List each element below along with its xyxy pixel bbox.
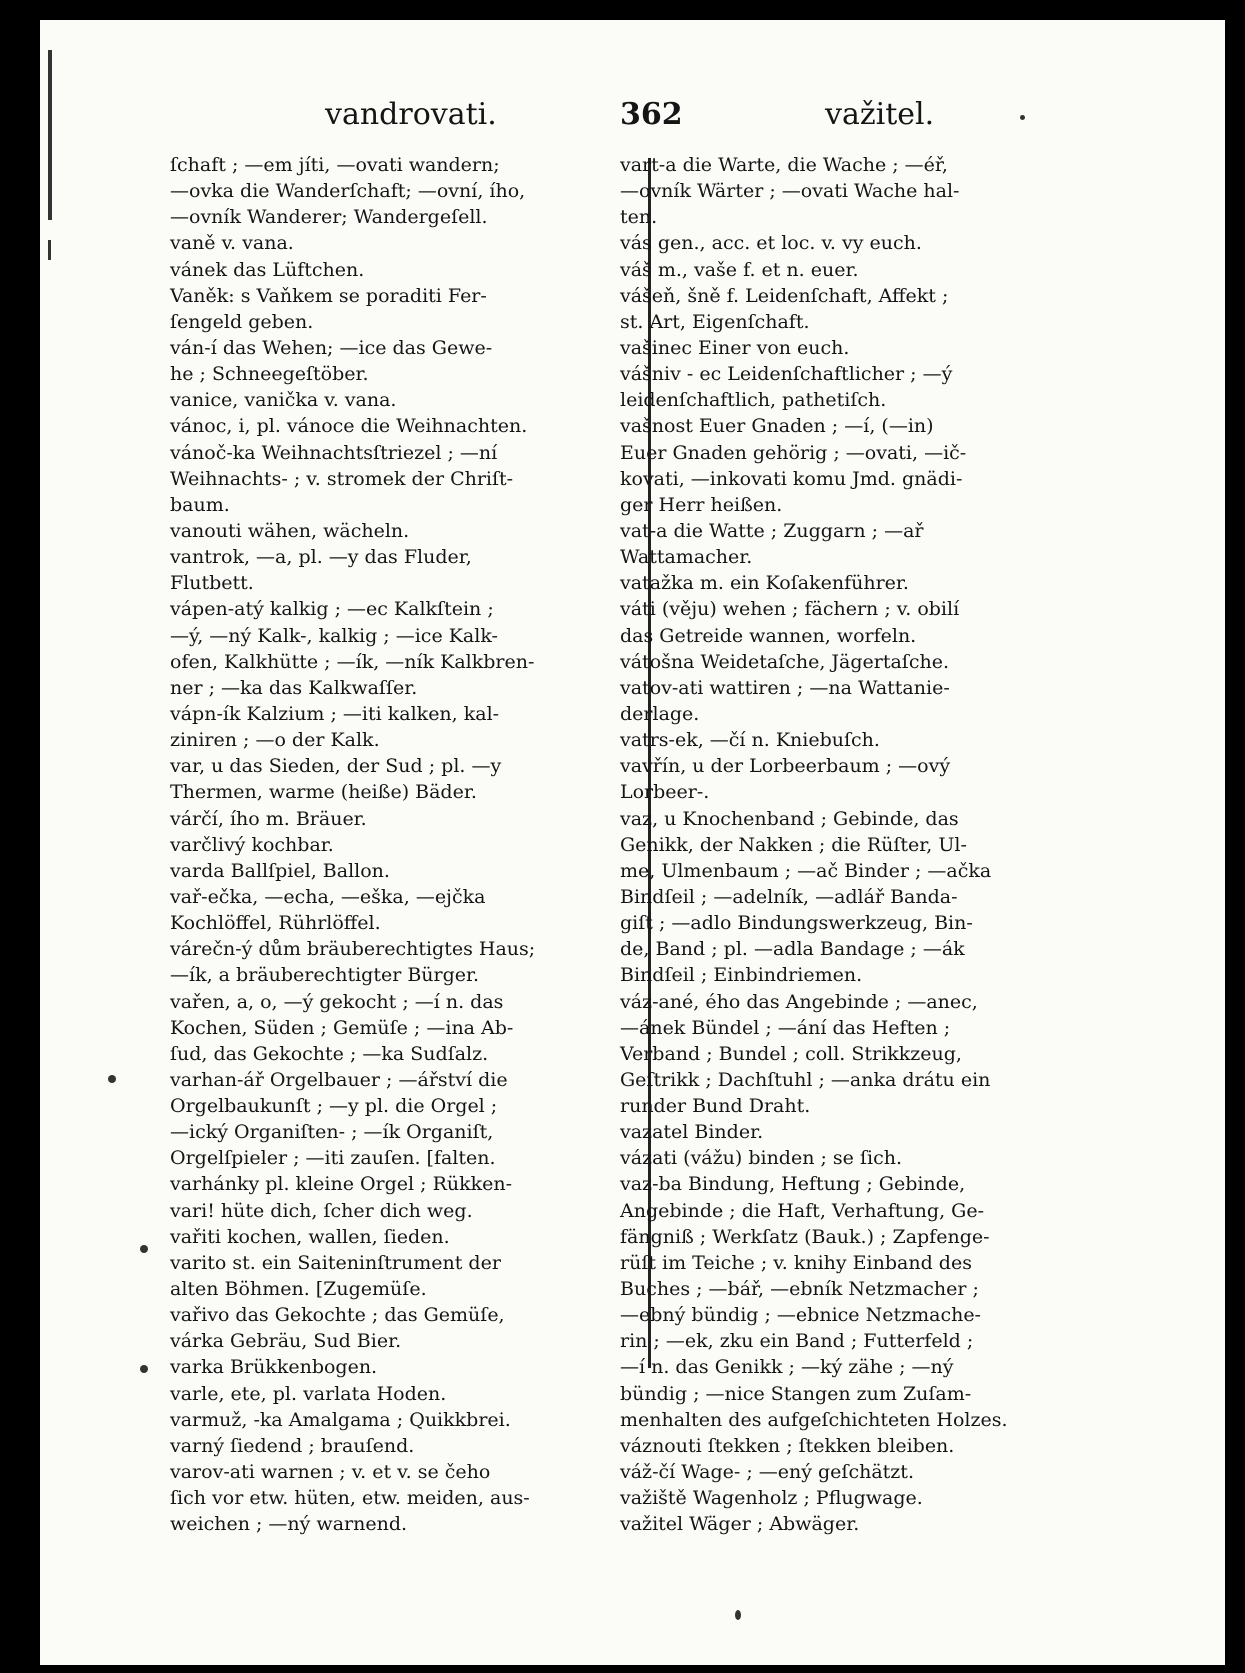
dictionary-line: var, u das Sieden, der Sud ; pl. —y [170,755,502,778]
dictionary-line: varmuž, -ka Amalgama ; Quikkbrei. [170,1408,511,1431]
dictionary-line: vánoč-ka Weihnachtsſtriezel ; —ní [170,441,498,464]
dictionary-line: vášniv - ec Leidenſchaftlicher ; —ý [620,363,953,386]
dictionary-line: Orgelbaukunſt ; —y pl. die Orgel ; [170,1095,498,1118]
dictionary-line: vás gen., acc. et loc. v. vy euch. [620,232,922,255]
dictionary-line: váznouti ſtekken ; ſtekken bleiben. [620,1434,955,1457]
dictionary-line: —ánek Bündel ; —ání das Heften ; [620,1016,951,1039]
dictionary-line: ván-í das Wehen; —ice das Gewe- [170,336,493,359]
dictionary-line: vánek das Lüftchen. [170,258,365,281]
dictionary-line: vatrs-ek, —čí n. Kniebuſch. [620,729,880,752]
dictionary-line: Verband ; Bundel ; coll. Strikkzeug, [620,1042,962,1065]
page-header [40,90,1225,140]
dictionary-line: —ický Organiſten- ; —ík Organiſt, [170,1121,494,1144]
dictionary-line: vazatel Binder. [620,1121,764,1144]
dictionary-line: Angebinde ; die Haft, Verhaftung, Ge- [620,1199,984,1222]
dictionary-line: Lorbeer-. [620,781,710,804]
dictionary-line: Flutbett. [170,572,254,595]
dictionary-line: vařen, a, o, —ý gekocht ; —í n. das [170,990,504,1013]
dictionary-page [40,20,1225,1665]
dictionary-line: weichen ; —ný warnend. [170,1513,408,1536]
dictionary-line: Buches ; —bář, —ebník Netzmacher ; [620,1278,979,1301]
dictionary-line: Weihnachts- ; v. stromek der Chriſt- [170,467,514,490]
dictionary-line: rüſt im Teiche ; v. knihy Einband des [620,1251,972,1274]
dictionary-line: vař-ečka, —echa, —eška, —ejčka [170,885,486,908]
dictionary-line: vařivo das Gekochte ; das Gemüſe, [170,1304,505,1327]
dictionary-line: vavřín, u der Lorbeerbaum ; —ový [620,755,951,778]
dictionary-line: ſchaft ; —em jíti, —ovati wandern; [170,154,500,176]
ink-speck [140,1245,148,1253]
dictionary-line: vápn-ík Kalzium ; —iti kalken, kal- [170,702,500,725]
page-number: 362 [620,97,683,132]
dictionary-line: váti (věju) wehen ; fächern ; v. obilí [620,598,960,621]
ink-speck [1020,115,1025,120]
dictionary-line: Bindſeil ; Einbindriemen. [620,964,863,987]
dictionary-line: varka Brükkenbogen. [170,1356,378,1379]
dictionary-line: de, Band ; pl. —adla Bandage ; —ák [620,938,965,961]
dictionary-line: —ý, —ný Kalk-, kalkig ; —ice Kalk- [170,624,498,647]
dictionary-line: runder Bund Draht. [620,1095,811,1118]
dictionary-line: bündig ; —nice Stangen zum Zuſam- [620,1382,972,1405]
dictionary-line: leidenſchaftlich, pathetiſch. [620,389,887,412]
ink-speck [735,1610,741,1620]
dictionary-line: —ebný bündig ; —ebnice Netzmache- [620,1304,981,1327]
dictionary-line: rin ; —ek, zku ein Band ; Futterfeld ; [620,1330,974,1353]
dictionary-line: váz-ané, ého das Angebinde ; —anec, [620,990,978,1013]
dictionary-line: —í n. das Genikk ; —ký zähe ; —ný [620,1356,954,1379]
dictionary-line: Kochen, Süden ; Gemüſe ; —ina Ab- [170,1016,514,1039]
dictionary-line: das Getreide wannen, worfeln. [620,624,917,647]
dictionary-line: varito st. ein Saiteninſtrument der [170,1251,501,1274]
dictionary-line: Geſtrikk ; Dachſtuhl ; —anka drátu ein [620,1068,991,1091]
dictionary-line: vantrok, —a, pl. —y das Fluder, [170,546,472,569]
dictionary-line: baum. [170,493,230,516]
dictionary-line: ger Herr heißen. [620,493,783,516]
dictionary-line: vatov-ati wattiren ; —na Wattanie- [620,676,950,699]
dictionary-line: fängniß ; Werkſatz (Bauk.) ; Zapfenge- [620,1225,990,1248]
dictionary-line: vatažka m. ein Koſakenführer. [620,572,909,595]
dictionary-line: vanouti wähen, wächeln. [170,519,410,542]
dictionary-line: —ovník Wanderer; Wandergeſell. [170,206,488,229]
dictionary-line: giſt ; —adlo Bindungswerkzeug, Bin- [620,912,973,935]
dictionary-line: kovati, —inkovati komu Jmd. gnädi- [620,467,963,490]
dictionary-line: vánoc, i, pl. vánoce die Weihnachten. [170,415,528,438]
dictionary-line: váš m., vaše f. et n. euer. [620,258,859,281]
dictionary-line: ofen, Kalkhütte ; —ík, —ník Kalkbren- [170,650,535,673]
dictionary-line: alten Böhmen. [Zugemüſe. [170,1278,427,1301]
dictionary-line: Genikk, der Nakken ; die Rüſter, Ul- [620,833,967,856]
dictionary-line: vašinec Einer von euch. [620,336,850,359]
dictionary-line: Bindſeil ; —adelník, —adlář Banda- [620,885,958,908]
dictionary-line: vápen-atý kalkig ; —ec Kalkſtein ; [170,598,494,621]
dictionary-line: vátošna Weidetaſche, Jägertaſche. [620,650,949,673]
left-scan-edge-mark [48,240,51,260]
dictionary-line: —ík, a bräuberechtigter Bürger. [170,964,480,987]
dictionary-line: ſich vor etw. hüten, etw. meiden, aus- [170,1487,530,1510]
dictionary-line: Kochlöffel, Rührlöffel. [170,912,381,935]
dictionary-line: varhan-ář Orgelbauer ; —ářství die [170,1068,508,1091]
ink-speck [108,1075,116,1083]
dictionary-line: st. Art, Eigenſchaft. [620,310,810,333]
left-column [170,152,640,1537]
dictionary-line: derlage. [620,702,700,725]
dictionary-line: važitel Wäger ; Abwäger. [620,1513,860,1536]
dictionary-line: vaz-ba Bindung, Heftung ; Gebinde, [620,1173,966,1196]
dictionary-line: vari! hüte dich, ſcher dich weg. [170,1199,473,1222]
dictionary-line: vart-a die Warte, die Wache ; —éř, [620,154,948,176]
dictionary-line: Orgelſpieler ; —iti zauſen. [falten. [170,1147,496,1170]
dictionary-line: varhánky pl. kleine Orgel ; Rükken- [170,1173,513,1196]
ink-speck [140,1365,148,1373]
dictionary-line: menhalten des aufgeſchichteten Holzes. [620,1408,1008,1431]
dictionary-line: vat-a die Watte ; Zuggarn ; —ař [620,519,924,542]
dictionary-line: várčí, ího m. Bräuer. [170,807,367,830]
right-column [620,152,1090,1537]
dictionary-line: varle, ete, pl. varlata Hoden. [170,1382,447,1405]
dictionary-line: ſengeld geben. [170,310,314,333]
dictionary-line: važiště Wagenholz ; Pflugwage. [620,1487,923,1510]
dictionary-line: vaně v. vana. [170,232,294,255]
header-first-entry: vandrovati. [325,97,497,132]
dictionary-line: varčlivý kochbar. [170,833,334,856]
dictionary-line: várka Gebräu, Sud Bier. [170,1330,402,1353]
dictionary-line: Euer Gnaden gehörig ; —ovati, —ič- [620,441,967,464]
dictionary-line: vázati (vážu) binden ; se ſich. [620,1147,902,1170]
dictionary-line: —ovka die Wanderſchaft; —ovní, ího, [170,180,526,203]
dictionary-line: varný ſiedend ; brauſend. [170,1434,415,1457]
dictionary-line: ſud, das Gekochte ; —ka Sudſalz. [170,1042,489,1065]
dictionary-line: ner ; —ka das Kalkwaſſer. [170,676,418,699]
dictionary-line: vášeň, šně f. Leidenſchaft, Affekt ; [620,284,949,307]
dictionary-line: vařiti kochen, wallen, ſieden. [170,1225,450,1248]
dictionary-line: ziniren ; —o der Kalk. [170,729,380,752]
dictionary-line: Vaněk: s Vaňkem se poraditi Fer- [170,284,487,307]
dictionary-line: várečn-ý dům bräuberechtigtes Haus; [170,938,536,961]
dictionary-line: Wattamacher. [620,546,753,569]
dictionary-line: Thermen, warme (heiße) Bäder. [170,781,477,804]
dictionary-line: —ovník Wärter ; —ovati Wache hal- [620,180,960,203]
dictionary-line: varov-ati warnen ; v. et v. se čeho [170,1461,491,1484]
dictionary-line: me, Ulmenbaum ; —ač Binder ; —ačka [620,859,992,882]
header-last-entry: važitel. [825,97,935,132]
dictionary-line: vašnost Euer Gnaden ; —í, (—in) [620,415,934,438]
dictionary-line: he ; Schneegeſtöber. [170,363,369,386]
dictionary-line: váž-čí Wage- ; —ený geſchätzt. [620,1461,914,1484]
dictionary-line: vaz, u Knochenband ; Gebinde, das [620,807,959,830]
dictionary-line: vanice, vanička v. vana. [170,389,397,412]
dictionary-line: varda Ballſpiel, Ballon. [170,859,390,882]
dictionary-line: ten. [620,206,658,229]
